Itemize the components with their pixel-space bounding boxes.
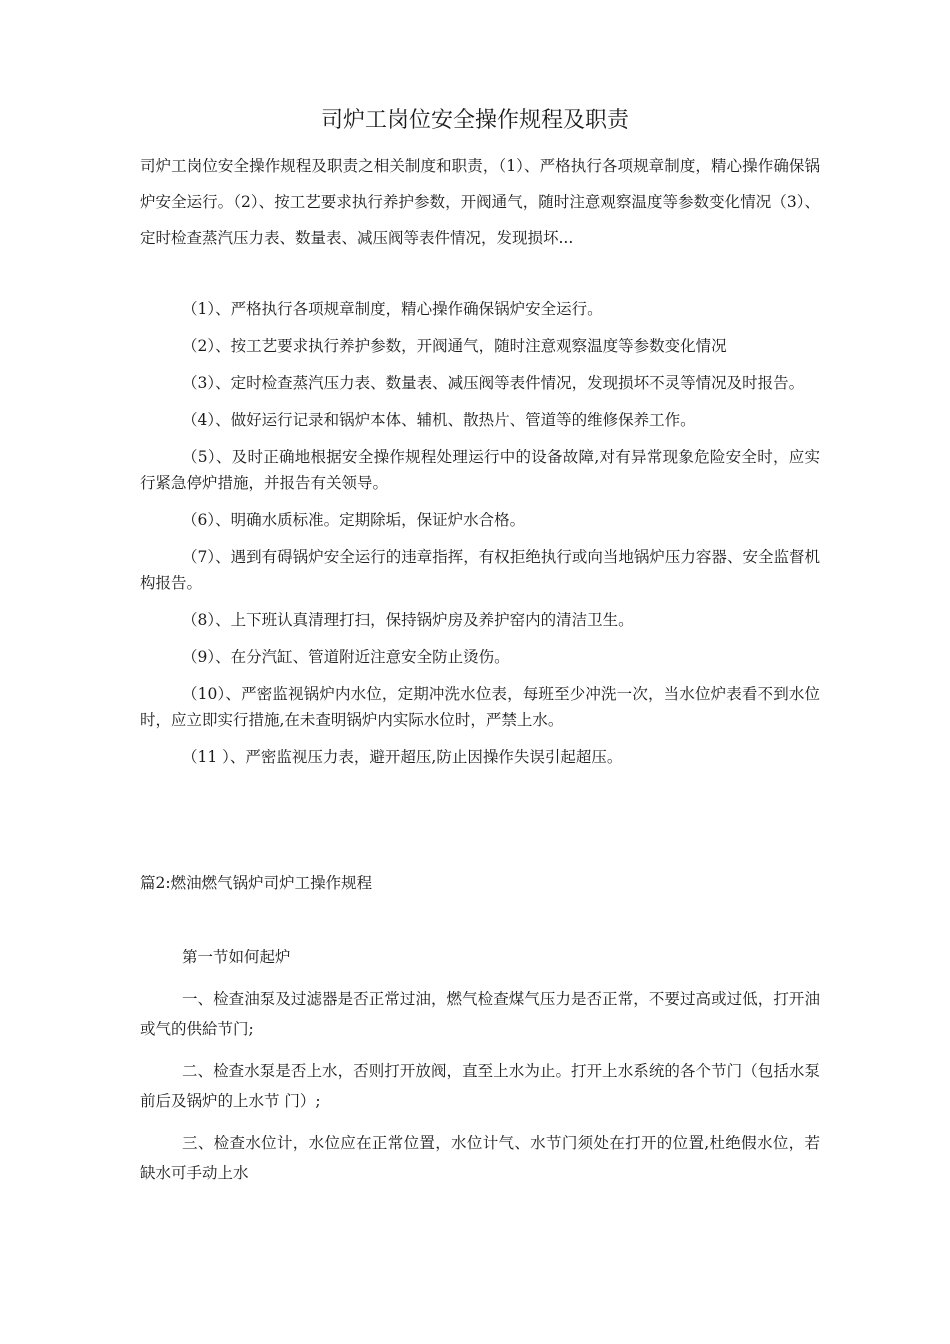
duty-item-6: （6）、明确水质标准。定期除垢，保证炉水合格。 [182, 511, 526, 529]
step-paragraph-2: 二、检查水泵是否上水，否则打开放阀，直至上水为止。打开上水系统的各个节门（包括水泵前后及锅炉的上水节 门）; [140, 1062, 820, 1110]
duty-item-3: （3）、定时检查蒸汽压力表、数量表、减压阀等表件情况，发现损坏不灵等情况及时报告。 [182, 374, 805, 392]
duty-item-11: （11 ）、严密监视压力表，避开超压,防止因操作失误引起超压。 [182, 748, 623, 766]
step-paragraph-1: 一、检查油泵及过滤器是否正常过油，燃气检查煤气压力是否正常，不要过高或过低，打开油或气的供給节门; [140, 990, 820, 1038]
section-body [140, 942, 820, 1200]
duty-item-5: （5）、及时正确地根据安全操作规程处理运行中的设备故障,对有异常现象危险安全时，应实行紧急停炉措施，并报告有关领导。 [140, 448, 820, 492]
duty-item-8: （8）、上下班认真清理打扫，保持锅炉房及养护窑内的清洁卫生。 [182, 611, 634, 629]
step-paragraph-3: 三、检查水位计，水位应在正常位置，水位计气、水节门须处在打开的位置,杜绝假水位，若缺水可手动上水 [140, 1134, 820, 1182]
duty-item-1: （1）、严格执行各项规章制度，精心操作确保锅炉安全运行。 [182, 300, 603, 318]
document-title: 司炉工岗位安全操作规程及职责 [320, 108, 629, 133]
section-heading: 篇2:燃油燃气锅炉司炉工操作规程 [140, 874, 373, 892]
duty-item-7: （7）、遇到有碍锅炉安全运行的违章指挥，有权拒绝执行或向当地锅炉压力容器、安全监督机构报告。 [140, 548, 820, 592]
duty-item-4: （4）、做好运行记录和锅炉本体、辅机、散热片、管道等的维修保养工作。 [182, 411, 696, 429]
duty-item-9: （9）、在分汽缸、管道附近注意安全防止烫伤。 [182, 648, 510, 666]
intro-paragraph: 司炉工岗位安全操作规程及职责之相关制度和职责，（1）、严格执行各项规章制度，精心操作确保锅炉安全运行。（2）、按工艺要求执行养护参数，开阀通气，随时注意观察温度等参数变化情况（3）、定时检查蒸汽压力表、数量表、减压阀等表件情况，发现损坏... [140, 157, 820, 247]
duty-list [140, 296, 820, 781]
subsection-heading: 第一节如何起炉 [182, 948, 291, 966]
duty-item-10: （10）、严密监视锅炉内水位，定期冲洗水位表，每班至少冲洗一次，当水位炉表看不到水位时，应立即实行措施,在未查明锅炉内实际水位时，严禁上水。 [140, 685, 820, 729]
duty-item-2: （2）、按工艺要求执行养护参数，开阀通气，随时注意观察温度等参数变化情况 [182, 337, 727, 355]
